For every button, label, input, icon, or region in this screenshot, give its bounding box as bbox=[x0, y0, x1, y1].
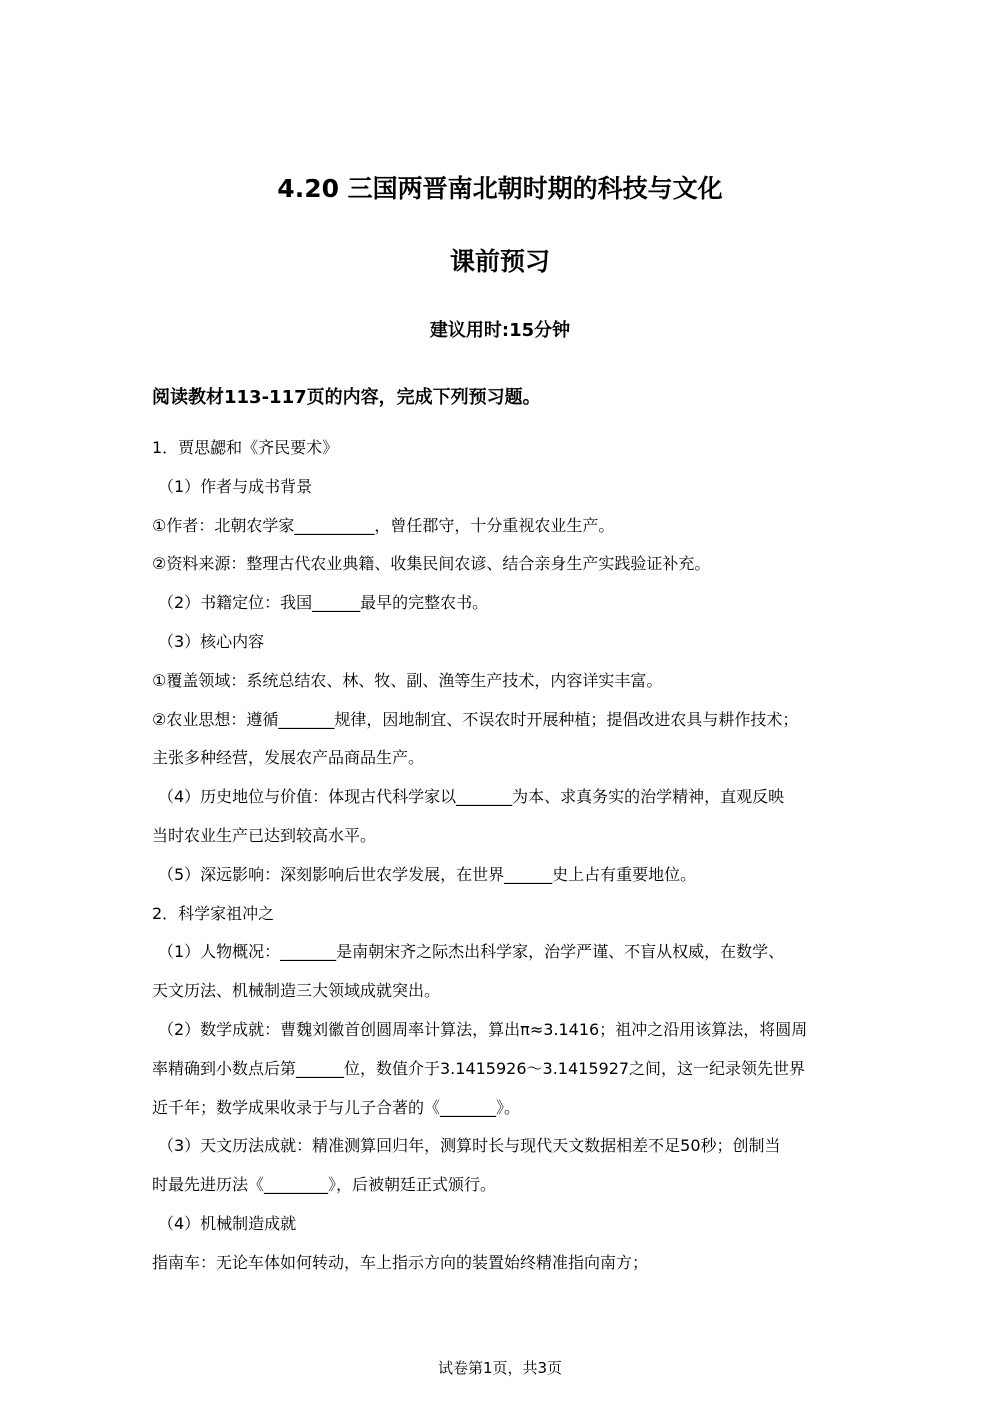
sub-heading: （2）书籍定位：我国______最早的完整农书。 bbox=[158, 593, 489, 613]
text-line: 主张多种经营，发展农产品商品生产。 bbox=[152, 748, 425, 768]
page-footer: 试卷第1页，共3页 bbox=[437, 1359, 563, 1377]
sub-heading: （1）人物概况：_______是南朝宋齐之际杰出科学家，治学严谨、不盲从权威，在数学、 bbox=[158, 942, 785, 962]
sub-heading: （3）核心内容 bbox=[158, 631, 265, 651]
question-heading: 2．科学家祖冲之 bbox=[152, 903, 275, 923]
question-content bbox=[152, 436, 864, 1290]
text-line: 当时农业生产已达到较高水平。 bbox=[152, 825, 377, 845]
sub-heading: （5）深远影响：深刻影响后世农学发展，在世界______史上占有重要地位。 bbox=[158, 864, 697, 884]
instruction-text: 阅读教材113-117页的内容，完成下列预习题。 bbox=[152, 387, 541, 408]
sub-heading: （2）数学成就：曹魏刘徽首创圆周率计算法，算出π≈3.1416；祖冲之沿用该算法，将圆周 bbox=[158, 1019, 808, 1039]
sub-heading: （4）历史地位与价值：体现古代科学家以_______为本、求真务实的治学精神，直观反映 bbox=[158, 787, 785, 807]
text-line: 率精确到小数点后第______位，数值介于3.1415926～3.1415927之间，这一纪录领先世界 bbox=[152, 1058, 806, 1078]
document-subtitle: 课前预习 bbox=[449, 247, 550, 276]
text-line: ②农业思想：遵循_______规律，因地制宜、不误农时开展种植；提倡改进农具与耕作技术； bbox=[152, 709, 799, 729]
sub-heading: （4）机械制造成就 bbox=[158, 1213, 297, 1233]
text-line: 天文历法、机械制造三大领域成就突出。 bbox=[152, 981, 441, 1001]
sub-heading: （3）天文历法成就：精准测算回归年，测算时长与现代天文数据相差不足50秒；创制当 bbox=[158, 1136, 781, 1156]
document-title: 4.20 三国两晋南北朝时期的科技与文化 bbox=[277, 174, 723, 203]
text-line: 时最先进历法《________》，后被朝廷正式颁行。 bbox=[152, 1175, 497, 1195]
time-hint: 建议用时:15分钟 bbox=[429, 320, 571, 341]
question-heading: 1．贾思勰和《齐民要术》 bbox=[152, 438, 339, 457]
text-line: 近千年；数学成果收录于与儿子合著的《_______》。 bbox=[152, 1097, 521, 1117]
sub-heading: （1）作者与成书背景 bbox=[158, 476, 313, 496]
text-line: ②资料来源：整理古代农业典籍、收集民间农谚、结合亲身生产实践验证补充。 bbox=[152, 554, 711, 574]
text-line: 指南车：无论车体如何转动，车上指示方向的装置始终精准指向南方； bbox=[152, 1252, 649, 1272]
text-line: ①作者：北朝农学家__________，曾任郡守，十分重视农业生产。 bbox=[152, 515, 615, 535]
text-line: ①覆盖领域：系统总结农、林、牧、副、渔等生产技术，内容详实丰富。 bbox=[152, 670, 663, 690]
